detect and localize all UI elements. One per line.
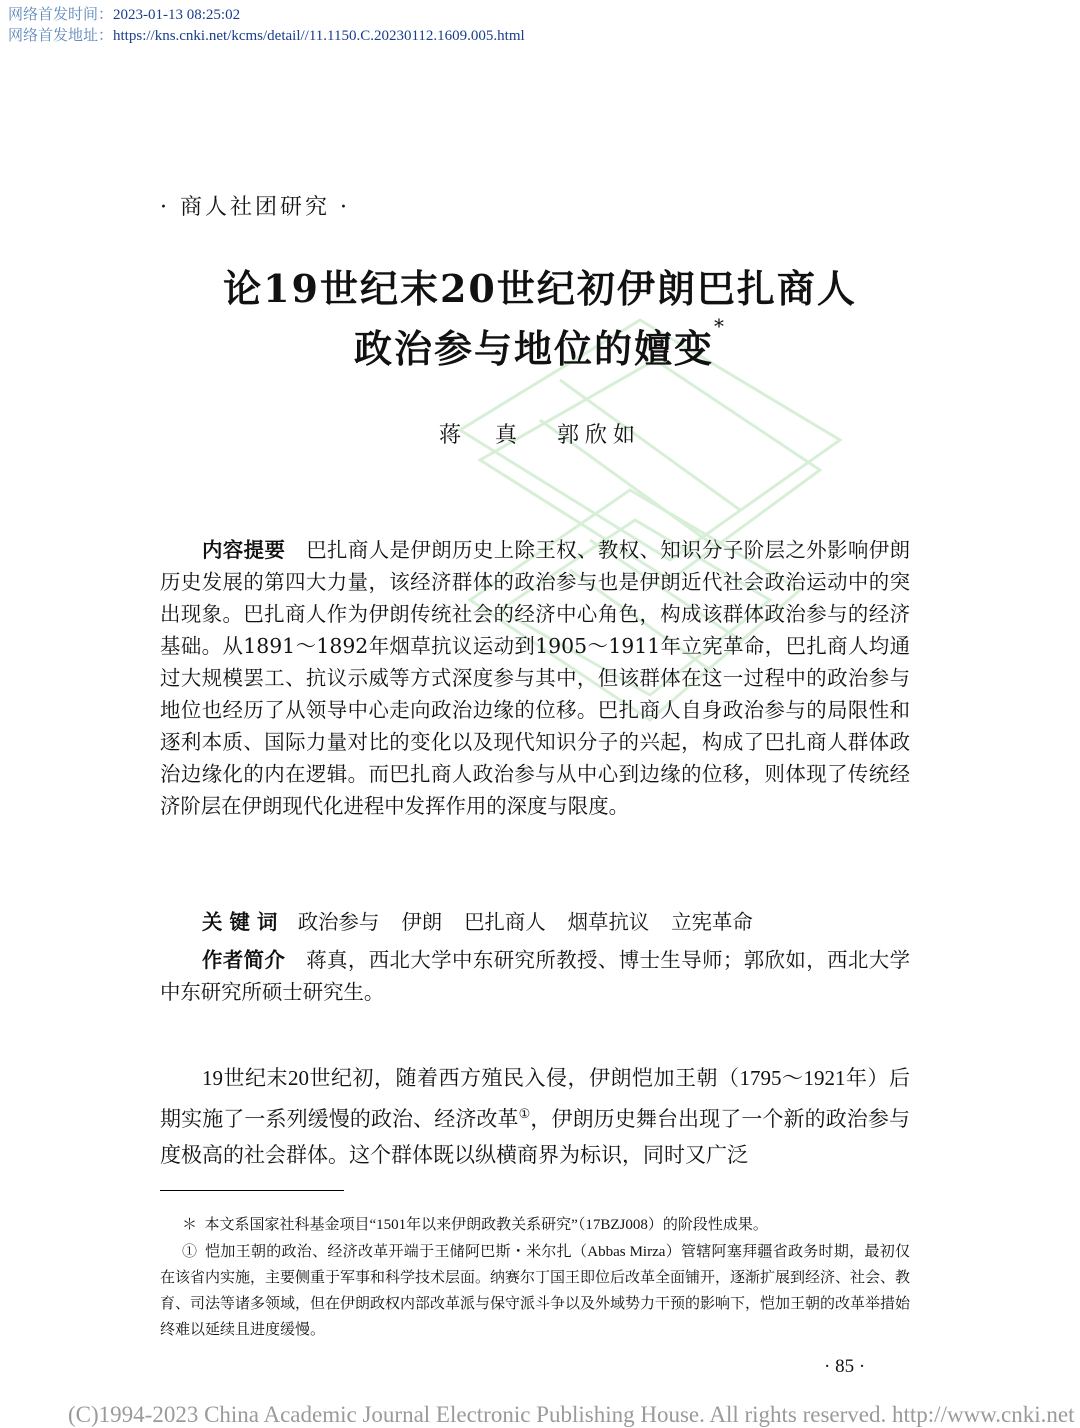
article-title-line2-text: 政治参与地位的嬗变 (353, 326, 714, 371)
footnote-divider (160, 1190, 344, 1191)
body-text-b: ，伊朗历史舞台出现了一个新的政治参与度极高的社会群体。这个群体既以纵横商界为标识，同时又广泛 (160, 1107, 910, 1167)
page-number: · 85 · (824, 1356, 866, 1377)
note1-marker: ① (182, 1244, 198, 1260)
keyword: 政治参与 (297, 910, 380, 934)
online-publish-address (8, 27, 525, 45)
footnote-1 (160, 1239, 910, 1343)
keyword: 烟草抗议 (567, 910, 650, 934)
fund-text: 本文系国家社科基金项目“1501年以来伊朗政教关系研究”（17BZJ008）的阶段性成果。 (204, 1217, 768, 1233)
author-1: 蒋 真 (438, 423, 523, 448)
body-text-a: 19世纪末20世纪初，随着西方殖民入侵，伊朗恺加王朝（1795～1921年）后期实施了一系列缓慢的政治、经济改革 (160, 1066, 910, 1131)
publish-time-label: 网络首发时间： (8, 7, 114, 23)
publish-time-value: 2023-01-13 08:25:02 (113, 7, 241, 23)
abstract-label: 内容提要 (202, 538, 286, 562)
footnote-ref-1[interactable]: ① (518, 1106, 531, 1121)
note1-text: 恺加王朝的政治、经济改革开端于王储阿巴斯・米尔扎（Abbas Mirza）管辖阿塞拜疆省政务时期，最初仅在该省内实施，主要侧重于军事和科学技术层面。纳赛尔丁国王即位后改革全面铺开，逐渐扩展到经济、社会、教育、司法等诸多领域，但在伊朗政权内部改革派与保守派斗争以及外域势力干预的影响下，恺加王朝的改革举措始终难以延续且进度缓慢。 (160, 1244, 911, 1338)
author-bio (160, 944, 910, 1008)
authors (0, 418, 1080, 449)
article-title-line1: 论19世纪末20世纪初伊朗巴扎商人 (223, 266, 857, 311)
footnote-fund (160, 1212, 910, 1238)
abstract (160, 534, 910, 822)
bio-label: 作者简介 (202, 948, 286, 972)
copyright-footer: (C)1994-2023 China Academic Journal Electronic Publishing House. All rights reserved. http://www.cnki.net (68, 1402, 1075, 1427)
body-paragraph (160, 1060, 910, 1173)
keyword: 伊朗 (401, 910, 443, 934)
column-heading: · 商人社团研究 · (160, 195, 350, 220)
fund-marker: ＊ (182, 1217, 198, 1233)
keywords (160, 906, 952, 938)
online-publish-time (8, 6, 240, 24)
keyword: 立宪革命 (671, 910, 753, 934)
article-title-line2 (0, 314, 1080, 373)
publish-address-link[interactable]: https://kns.cnki.net/kcms/detail//11.1150.C.20230112.1609.005.html (113, 28, 525, 44)
abstract-text: 巴扎商人是伊朗历史上除王权、教权、知识分子阶层之外影响伊朗历史发展的第四大力量，该经济群体的政治参与也是伊朗近代社会政治运动中的突出现象。巴扎商人作为伊朗传统社会的经济中心角色，构成该群体政治参与的经济基础。从1891～1892年烟草抗议运动到1905～1911年立宪革命，巴扎商人均通过大规模罢工、抗议示威等方式深度参与其中，但该群体在这一过程中的政治参与地位也经历了从领导中心走向政治边缘的位移。巴扎商人自身政治参与的局限性和逐利本质、国际力量对比的变化以及现代知识分子的兴起，构成了巴扎商人群体政治边缘化的内在逻辑。而巴扎商人政治参与从中心到边缘的位移，则体现了传统经济阶层在伊朗现代化进程中发挥作用的深度与限度。 (160, 538, 911, 818)
keywords-label: 关 键 词 (202, 910, 278, 934)
keyword: 巴扎商人 (464, 910, 546, 934)
author-2: 郭欣如 (557, 423, 642, 448)
title-footnote-marker: * (714, 314, 726, 338)
publish-address-label: 网络首发地址： (8, 28, 114, 44)
bio-text: 蒋真，西北大学中东研究所教授、博士生导师；郭欣如，西北大学中东研究所硕士研究生。 (160, 948, 911, 1004)
